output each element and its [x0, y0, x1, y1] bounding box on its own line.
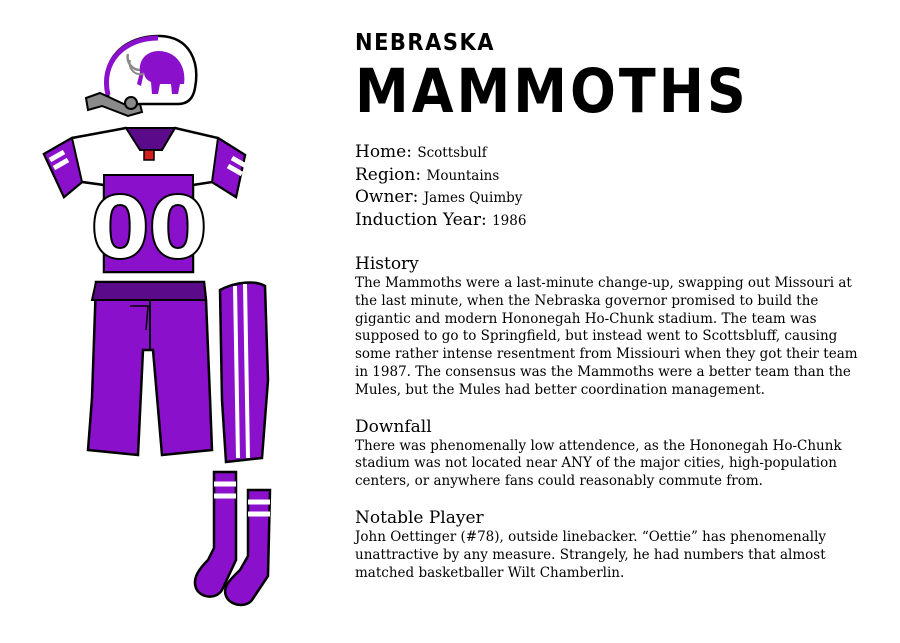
helmet-icon [86, 36, 196, 116]
jersey-icon [44, 128, 246, 279]
fact-value: James Quimby [423, 190, 523, 206]
sock-icon [195, 472, 270, 605]
fact-value: Mountains [426, 167, 500, 184]
fact-induction-year [355, 210, 875, 233]
history-section [355, 254, 875, 400]
downfall-heading: Downfall [355, 416, 432, 437]
pants-icon [88, 282, 212, 455]
downfall-text: There was phenomenally low attendence, as the Hononegah Ho-Chunk stadium was not located near ANY of the major cities, high-population centers, or anywhere fans could reasonably commute from. [355, 437, 842, 490]
fact-label: Home: [355, 142, 412, 162]
fact-owner [355, 187, 875, 210]
jersey-number: 00 [90, 179, 206, 279]
fact-label: Induction Year: [355, 209, 487, 230]
fact-label: Region: [355, 164, 422, 185]
downfall-section [355, 417, 875, 491]
fact-region [355, 165, 875, 188]
team-info [355, 28, 875, 582]
team-facts [355, 142, 875, 232]
fact-value: 1986 [492, 212, 527, 229]
fact-label: Owner: [355, 187, 419, 207]
team-city: NEBRASKA [355, 29, 495, 56]
notable-player-heading: Notable Player [355, 507, 484, 528]
pants-side-icon [220, 283, 268, 462]
team-name: MAMMOTHS [355, 55, 749, 127]
history-heading: History [355, 254, 419, 274]
history-text: The Mammoths were a last-minute change-up, swapping out Missouri at the last minute, when the Nebraska governor promised to build the gigantic and modern Hononegah Ho-Chunk stadium. The team was supposed to go to Springfield, but instead went to Scottsbluff, causing some rather intense resentment from Missiouri when they got their team in 1987. The consensus was the Mammoths were a better team than the Mules, but the Mules had better coordination management. [355, 275, 858, 398]
notable-player-section [355, 508, 875, 582]
uniform-illustration [0, 0, 300, 643]
fact-home [355, 142, 875, 165]
notable-player-text: John Oettinger (#78), outside linebacker. “Oettie” has phenomenally unattractive by any measure. Strangely, he had numbers that almost matched basketballer Wilt Chamberlin. [355, 528, 827, 581]
fact-value: Scottsbulf [417, 145, 487, 161]
